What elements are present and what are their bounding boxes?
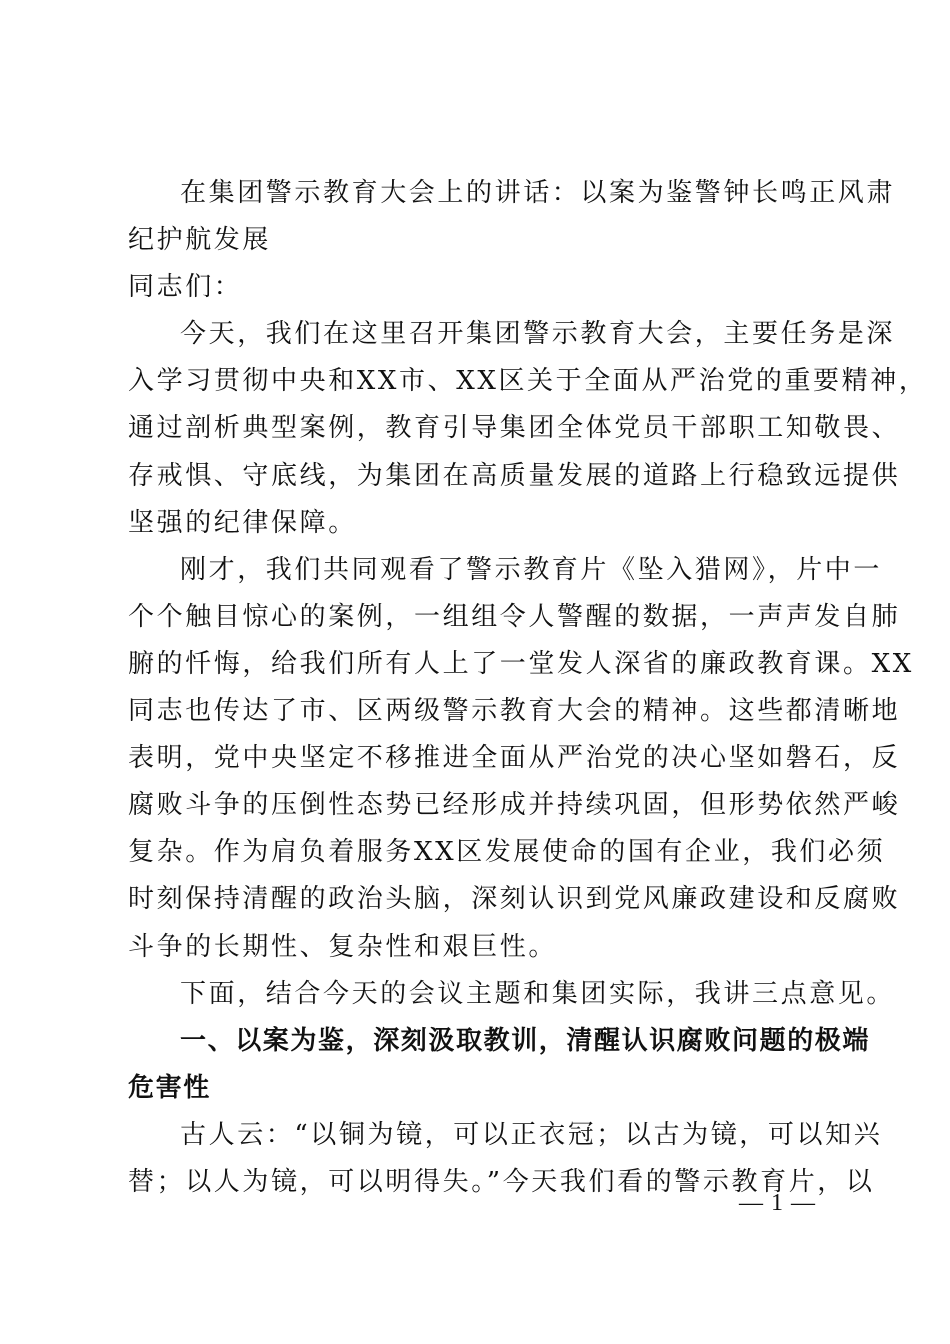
- section-heading-1-line-2: 危害性: [128, 1072, 211, 1103]
- title-line-2: 纪护航发展: [128, 225, 272, 256]
- paragraph-3-line-1: 下面，结合今天的会议主题和集团实际，我讲三点意见。: [180, 978, 896, 1009]
- paragraph-2-line-1: 刚才，我们共同观看了警示教育片《坠入猎网》，片中一: [180, 554, 883, 585]
- paragraph-1-line-5: 坚强的纪律保障。: [128, 507, 357, 538]
- paragraph-2-line-3: 腑的忏悔，给我们所有人上了一堂发人深省的廉政教育课。XX: [128, 648, 914, 679]
- paragraph-1-line-3: 通过剖析典型案例，教育引导集团全体党员干部职工知敬畏、: [128, 413, 901, 444]
- paragraph-2-line-5: 表明，党中央坚定不移推进全面从严治党的决心坚如磐石，反: [128, 743, 901, 774]
- salutation: 同志们：: [128, 272, 243, 303]
- paragraph-4-line-1: 古人云：“以铜为镜，可以正衣冠；以古为镜，可以知兴: [180, 1119, 883, 1150]
- paragraph-4-line-2: 替；以人为镜，可以明得失。”今天我们看的警示教育片，以: [128, 1166, 875, 1197]
- document-body: [128, 170, 928, 1206]
- paragraph-2-line-9: 斗争的长期性、复杂性和艰巨性。: [128, 931, 558, 962]
- paragraph-1-line-4: 存戒惧、守底线，为集团在高质量发展的道路上行稳致远提供: [128, 460, 901, 491]
- section-heading-1-line-1: 一、以案为鉴，深刻汲取教训，清醒认识腐败问题的极端: [180, 1025, 871, 1056]
- page-number: — 1 —: [739, 1190, 816, 1216]
- paragraph-1-line-1: 今天，我们在这里召开集团警示教育大会，主要任务是深: [180, 319, 896, 350]
- paragraph-2-line-8: 时刻保持清醒的政治头脑，深刻认识到党风廉政建设和反腐败: [128, 884, 901, 915]
- paragraph-2-line-6: 腐败斗争的压倒性态势已经形成并持续巩固，但形势依然严峻: [128, 790, 901, 821]
- paragraph-2-line-7: 复杂。作为肩负着服务XX区发展使命的国有企业，我们必须: [128, 837, 886, 868]
- paragraph-1-line-2: 入学习贯彻中央和XX市、XX区关于全面从严治党的重要精神，: [128, 366, 928, 397]
- paragraph-2-line-2: 个个触目惊心的案例，一组组令人警醒的数据，一声声发自肺: [128, 601, 901, 632]
- title-line-1: 在集团警示教育大会上的讲话：以案为鉴警钟长鸣正风肃: [180, 178, 896, 208]
- paragraph-2-line-4: 同志也传达了市、区两级警示教育大会的精神。这些都清晰地: [128, 696, 901, 727]
